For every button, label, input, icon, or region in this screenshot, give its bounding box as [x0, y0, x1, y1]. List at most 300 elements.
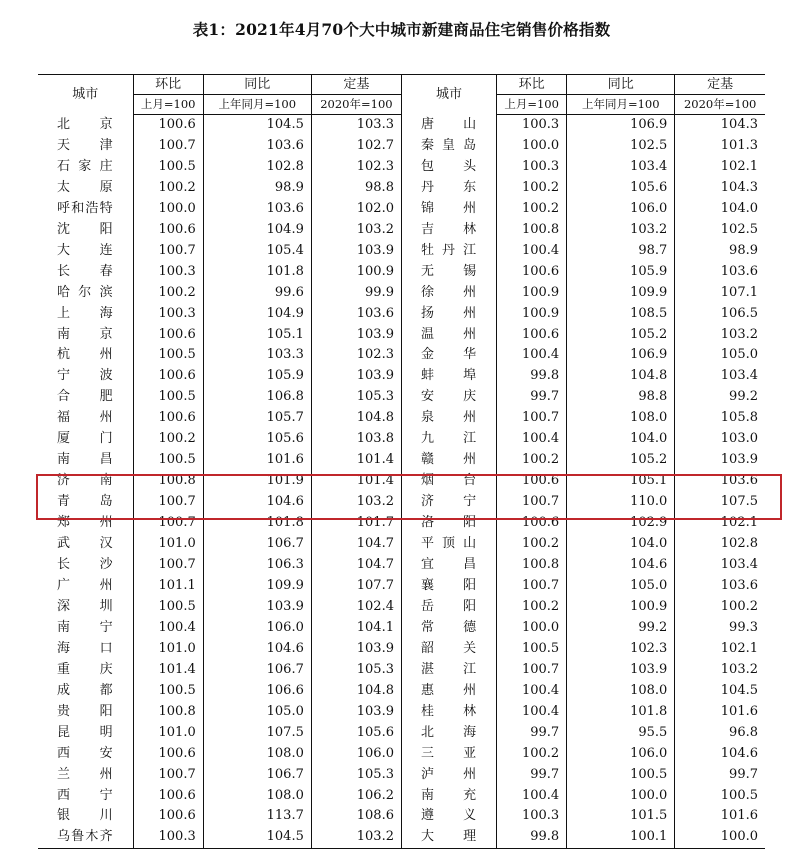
header-yoy: 同比	[567, 75, 675, 95]
city-name: 烟台	[401, 471, 496, 492]
yoy-value: 104.5	[203, 827, 311, 848]
fixed-value: 104.1	[311, 618, 401, 639]
table-row	[38, 765, 765, 786]
header-yoy-base: 上年同月=100	[203, 95, 311, 115]
city-name: 遵义	[401, 806, 496, 827]
city-name: 长沙	[57, 557, 113, 573]
yoy-value: 102.3	[567, 639, 675, 660]
mom-value: 101.1	[133, 576, 203, 597]
mom-value: 100.6	[133, 408, 203, 429]
table-row	[38, 450, 765, 471]
yoy-value: 104.0	[567, 429, 675, 450]
yoy-value: 103.6	[203, 136, 311, 157]
city-name: 南宁	[57, 619, 113, 635]
city-name: 韶关	[401, 639, 496, 660]
city-name: 扬州	[401, 304, 496, 325]
mom-value: 100.7	[133, 136, 203, 157]
yoy-value: 104.6	[567, 555, 675, 576]
yoy-value: 100.5	[567, 765, 675, 786]
table-row	[38, 241, 765, 262]
mom-value: 100.7	[133, 492, 203, 513]
city-name: 北海	[401, 723, 496, 744]
fixed-value: 103.2	[675, 660, 765, 681]
header-fixed-base: 2020年=100	[311, 95, 401, 115]
fixed-value: 99.7	[675, 765, 765, 786]
mom-value: 100.7	[133, 513, 203, 534]
yoy-value: 106.6	[203, 681, 311, 702]
mom-value: 99.7	[497, 723, 567, 744]
fixed-value: 107.5	[675, 492, 765, 513]
fixed-value: 106.0	[311, 744, 401, 765]
mom-value: 100.6	[133, 744, 203, 765]
mom-value: 100.2	[133, 283, 203, 304]
city-name: 乌鲁木齐	[38, 827, 133, 848]
fixed-value: 108.6	[311, 806, 401, 827]
yoy-value: 100.0	[567, 786, 675, 807]
city-name: 安庆	[401, 387, 496, 408]
city-name: 福州	[57, 410, 113, 426]
fixed-value: 105.3	[311, 660, 401, 681]
yoy-value: 104.9	[203, 220, 311, 241]
table-row	[38, 429, 765, 450]
fixed-value: 104.5	[675, 681, 765, 702]
city-name: 蚌埠	[401, 366, 496, 387]
fixed-value: 103.2	[311, 220, 401, 241]
table-row	[38, 199, 765, 220]
fixed-value: 102.1	[675, 639, 765, 660]
mom-value: 100.3	[497, 115, 567, 136]
yoy-value: 100.1	[567, 827, 675, 848]
yoy-value: 113.7	[203, 806, 311, 827]
mom-value: 100.2	[497, 744, 567, 765]
mom-value: 100.2	[497, 178, 567, 199]
fixed-value: 103.9	[311, 241, 401, 262]
city-name: 济宁	[401, 492, 496, 513]
fixed-value: 101.6	[675, 806, 765, 827]
fixed-value: 104.6	[675, 744, 765, 765]
fixed-value: 102.3	[311, 157, 401, 178]
fixed-value: 103.8	[311, 429, 401, 450]
fixed-value: 101.3	[675, 136, 765, 157]
city-name: 桂林	[401, 702, 496, 723]
fixed-value: 102.1	[675, 157, 765, 178]
fixed-value: 103.4	[675, 366, 765, 387]
yoy-value: 105.6	[203, 429, 311, 450]
fixed-value: 100.2	[675, 597, 765, 618]
city-name: 岳阳	[401, 597, 496, 618]
mom-value: 100.8	[497, 555, 567, 576]
yoy-value: 105.9	[203, 366, 311, 387]
yoy-value: 105.9	[567, 262, 675, 283]
city-name: 呼和浩特	[57, 200, 113, 216]
header-city: 城市	[38, 75, 133, 115]
city-name: 大理	[401, 827, 496, 848]
fixed-value: 100.9	[311, 262, 401, 283]
table-row	[38, 283, 765, 304]
mom-value: 100.2	[497, 450, 567, 471]
mom-value: 99.7	[497, 387, 567, 408]
fixed-value: 100.0	[675, 827, 765, 848]
yoy-value: 99.6	[203, 283, 311, 304]
yoy-value: 103.2	[567, 220, 675, 241]
fixed-value: 103.9	[311, 702, 401, 723]
city-name: 九江	[401, 429, 496, 450]
fixed-value: 103.9	[311, 639, 401, 660]
table-row	[38, 325, 765, 346]
city-name: 无锡	[401, 262, 496, 283]
city-name: 武汉	[57, 536, 113, 552]
fixed-value: 107.1	[675, 283, 765, 304]
city-name: 青岛	[57, 494, 113, 510]
header-yoy-base: 上年同月=100	[567, 95, 675, 115]
header-fixed-base: 2020年=100	[675, 95, 765, 115]
fixed-value: 105.8	[675, 408, 765, 429]
yoy-value: 104.6	[203, 492, 311, 513]
mom-value: 100.2	[497, 534, 567, 555]
mom-value: 100.7	[497, 660, 567, 681]
mom-value: 101.0	[133, 639, 203, 660]
header-mom-base: 上月=100	[133, 95, 203, 115]
yoy-value: 101.8	[567, 702, 675, 723]
page-title: 表1：2021年4月70个大中城市新建商品住宅销售价格指数	[192, 20, 611, 39]
fixed-value: 102.7	[311, 136, 401, 157]
mom-value: 100.5	[133, 597, 203, 618]
yoy-value: 106.0	[567, 744, 675, 765]
city-name: 西安	[57, 745, 113, 761]
mom-value: 100.6	[497, 513, 567, 534]
mom-value: 101.4	[133, 660, 203, 681]
city-name: 常德	[401, 618, 496, 639]
header-mom-base: 上月=100	[497, 95, 567, 115]
fixed-value: 103.2	[311, 827, 401, 848]
city-name: 石家庄	[57, 158, 113, 174]
mom-value: 100.5	[133, 345, 203, 366]
mom-value: 100.2	[497, 199, 567, 220]
fixed-value: 99.3	[675, 618, 765, 639]
mom-value: 100.7	[133, 555, 203, 576]
city-name: 金华	[401, 345, 496, 366]
city-name: 温州	[401, 325, 496, 346]
table-row	[38, 178, 765, 199]
city-name: 上海	[57, 305, 113, 321]
mom-value: 100.8	[133, 702, 203, 723]
fixed-value: 102.4	[311, 597, 401, 618]
yoy-value: 105.1	[567, 471, 675, 492]
yoy-value: 106.0	[567, 199, 675, 220]
yoy-value: 98.8	[567, 387, 675, 408]
table-row	[38, 304, 765, 325]
city-name: 大连	[57, 242, 113, 258]
table-row	[38, 471, 765, 492]
yoy-value: 98.7	[567, 241, 675, 262]
table-row	[38, 786, 765, 807]
yoy-value: 105.7	[203, 408, 311, 429]
yoy-value: 106.9	[567, 115, 675, 136]
mom-value: 100.5	[133, 450, 203, 471]
yoy-value: 95.5	[567, 723, 675, 744]
fixed-value: 106.5	[675, 304, 765, 325]
city-name: 襄阳	[401, 576, 496, 597]
fixed-value: 103.9	[311, 325, 401, 346]
fixed-value: 99.2	[675, 387, 765, 408]
table-body	[38, 115, 765, 849]
city-name: 郑州	[57, 515, 113, 531]
yoy-value: 102.5	[567, 136, 675, 157]
city-name: 洛阳	[401, 513, 496, 534]
fixed-value: 104.7	[311, 534, 401, 555]
price-index-table	[38, 74, 765, 849]
yoy-value: 101.9	[203, 471, 311, 492]
city-name: 深圳	[57, 598, 113, 614]
yoy-value: 105.4	[203, 241, 311, 262]
fixed-value: 104.3	[675, 115, 765, 136]
city-name: 成都	[57, 682, 113, 698]
table-row	[38, 827, 765, 848]
mom-value: 100.7	[497, 492, 567, 513]
mom-value: 100.4	[497, 786, 567, 807]
mom-value: 100.2	[497, 597, 567, 618]
mom-value: 100.4	[133, 618, 203, 639]
table-row	[38, 806, 765, 827]
yoy-value: 102.9	[567, 513, 675, 534]
fixed-value: 103.6	[675, 471, 765, 492]
yoy-value: 108.5	[567, 304, 675, 325]
yoy-value: 105.6	[567, 178, 675, 199]
fixed-value: 105.6	[311, 723, 401, 744]
city-name: 北京	[57, 116, 113, 132]
yoy-value: 108.0	[203, 744, 311, 765]
table-row	[38, 345, 765, 366]
table-row	[38, 115, 765, 136]
table-row	[38, 220, 765, 241]
yoy-value: 103.3	[203, 345, 311, 366]
fixed-value: 103.3	[311, 115, 401, 136]
yoy-value: 101.8	[203, 513, 311, 534]
mom-value: 100.0	[497, 618, 567, 639]
mom-value: 100.4	[497, 681, 567, 702]
table-row	[38, 262, 765, 283]
yoy-value: 103.6	[203, 199, 311, 220]
mom-value: 100.9	[497, 304, 567, 325]
city-name: 南充	[401, 786, 496, 807]
mom-value: 100.5	[497, 639, 567, 660]
yoy-value: 101.8	[203, 262, 311, 283]
mom-value: 100.3	[133, 262, 203, 283]
city-name: 三亚	[401, 744, 496, 765]
city-name: 昆明	[57, 724, 113, 740]
fixed-value: 102.0	[311, 199, 401, 220]
yoy-value: 104.6	[203, 639, 311, 660]
mom-value: 100.6	[133, 806, 203, 827]
mom-value: 100.3	[497, 157, 567, 178]
city-name: 长春	[57, 263, 113, 279]
yoy-value: 106.7	[203, 660, 311, 681]
mom-value: 101.0	[133, 534, 203, 555]
city-name: 包头	[401, 157, 496, 178]
table-row	[38, 366, 765, 387]
mom-value: 100.7	[497, 408, 567, 429]
city-name: 秦皇岛	[401, 136, 496, 157]
fixed-value: 103.4	[675, 555, 765, 576]
fixed-value: 102.8	[675, 534, 765, 555]
city-name: 惠州	[401, 681, 496, 702]
yoy-value: 100.9	[567, 597, 675, 618]
yoy-value: 106.9	[567, 345, 675, 366]
mom-value: 100.4	[497, 345, 567, 366]
city-name: 赣州	[401, 450, 496, 471]
mom-value: 100.5	[133, 387, 203, 408]
city-name: 杭州	[57, 347, 113, 363]
table-row	[38, 681, 765, 702]
city-name: 太原	[57, 179, 113, 195]
table-row	[38, 702, 765, 723]
table-row	[38, 723, 765, 744]
city-name: 平顶山	[401, 534, 496, 555]
mom-value: 100.8	[497, 220, 567, 241]
yoy-value: 105.0	[567, 576, 675, 597]
city-name: 徐州	[401, 283, 496, 304]
mom-value: 99.7	[497, 765, 567, 786]
mom-value: 100.6	[497, 262, 567, 283]
mom-value: 100.6	[133, 220, 203, 241]
table-row	[38, 513, 765, 534]
mom-value: 99.8	[497, 827, 567, 848]
table-row	[38, 534, 765, 555]
mom-value: 100.3	[133, 304, 203, 325]
yoy-value: 104.8	[567, 366, 675, 387]
yoy-value: 108.0	[203, 786, 311, 807]
fixed-value: 103.2	[311, 492, 401, 513]
fixed-value: 103.2	[675, 325, 765, 346]
fixed-value: 107.7	[311, 576, 401, 597]
fixed-value: 103.9	[311, 366, 401, 387]
table-row	[38, 576, 765, 597]
mom-value: 100.7	[133, 241, 203, 262]
mom-value: 100.2	[133, 429, 203, 450]
city-name: 天津	[57, 137, 113, 153]
city-name: 南昌	[57, 452, 113, 468]
yoy-value: 105.2	[567, 325, 675, 346]
table-header	[38, 75, 765, 115]
table-row	[38, 660, 765, 681]
table-row	[38, 157, 765, 178]
yoy-value: 98.9	[203, 178, 311, 199]
yoy-value: 107.5	[203, 723, 311, 744]
yoy-value: 106.8	[203, 387, 311, 408]
fixed-value: 104.8	[311, 408, 401, 429]
city-name: 济南	[57, 473, 113, 489]
table-row	[38, 639, 765, 660]
city-name: 哈尔滨	[57, 284, 113, 300]
header-city: 城市	[401, 75, 496, 115]
mom-value: 100.6	[497, 325, 567, 346]
mom-value: 100.6	[133, 325, 203, 346]
table-row	[38, 555, 765, 576]
yoy-value: 105.1	[203, 325, 311, 346]
yoy-value: 102.8	[203, 157, 311, 178]
mom-value: 100.0	[497, 136, 567, 157]
mom-value: 100.4	[497, 429, 567, 450]
yoy-value: 104.9	[203, 304, 311, 325]
fixed-value: 104.3	[675, 178, 765, 199]
yoy-value: 104.0	[567, 534, 675, 555]
yoy-value: 109.9	[567, 283, 675, 304]
city-name: 沈阳	[57, 221, 113, 237]
city-name: 西宁	[57, 787, 113, 803]
yoy-value: 103.9	[203, 597, 311, 618]
fixed-value: 102.1	[675, 513, 765, 534]
mom-value: 100.2	[133, 178, 203, 199]
yoy-value: 106.7	[203, 765, 311, 786]
yoy-value: 104.5	[203, 115, 311, 136]
mom-value: 100.6	[497, 471, 567, 492]
fixed-value: 100.5	[675, 786, 765, 807]
fixed-value: 99.9	[311, 283, 401, 304]
header-fixed: 定基	[675, 75, 765, 95]
city-name: 广州	[57, 577, 113, 593]
header-mom: 环比	[133, 75, 203, 95]
yoy-value: 105.2	[567, 450, 675, 471]
fixed-value: 105.3	[311, 387, 401, 408]
fixed-value: 106.2	[311, 786, 401, 807]
yoy-value: 103.9	[567, 660, 675, 681]
city-name: 丹东	[401, 178, 496, 199]
city-name: 锦州	[401, 199, 496, 220]
yoy-value: 108.0	[567, 681, 675, 702]
fixed-value: 96.8	[675, 723, 765, 744]
yoy-value: 105.0	[203, 702, 311, 723]
city-name: 唐山	[401, 115, 496, 136]
table-row	[38, 618, 765, 639]
mom-value: 100.6	[133, 115, 203, 136]
mom-value: 100.9	[497, 283, 567, 304]
city-name: 泉州	[401, 408, 496, 429]
city-name: 兰州	[57, 766, 113, 782]
fixed-value: 103.6	[311, 304, 401, 325]
fixed-value: 103.6	[675, 262, 765, 283]
mom-value: 100.3	[133, 827, 203, 848]
mom-value: 100.8	[133, 471, 203, 492]
mom-value: 100.4	[497, 702, 567, 723]
city-name: 南京	[57, 326, 113, 342]
yoy-value: 99.2	[567, 618, 675, 639]
header-fixed: 定基	[311, 75, 401, 95]
city-name: 吉林	[401, 220, 496, 241]
yoy-value: 110.0	[567, 492, 675, 513]
city-name: 海口	[57, 640, 113, 656]
mom-value: 99.8	[497, 366, 567, 387]
fixed-value: 98.8	[311, 178, 401, 199]
fixed-value: 101.6	[675, 702, 765, 723]
header-yoy: 同比	[203, 75, 311, 95]
city-name: 宁波	[57, 368, 113, 384]
fixed-value: 102.3	[311, 345, 401, 366]
yoy-value: 101.6	[203, 450, 311, 471]
yoy-value: 106.3	[203, 555, 311, 576]
city-name: 合肥	[57, 389, 113, 405]
yoy-value: 106.7	[203, 534, 311, 555]
city-name: 宜昌	[401, 555, 496, 576]
yoy-value: 103.4	[567, 157, 675, 178]
fixed-value: 103.0	[675, 429, 765, 450]
city-name: 重庆	[57, 661, 113, 677]
mom-value: 100.3	[497, 806, 567, 827]
city-name: 贵阳	[57, 703, 113, 719]
table-row	[38, 492, 765, 513]
yoy-value: 109.9	[203, 576, 311, 597]
city-name: 牡丹江	[401, 241, 496, 262]
fixed-value: 105.3	[311, 765, 401, 786]
